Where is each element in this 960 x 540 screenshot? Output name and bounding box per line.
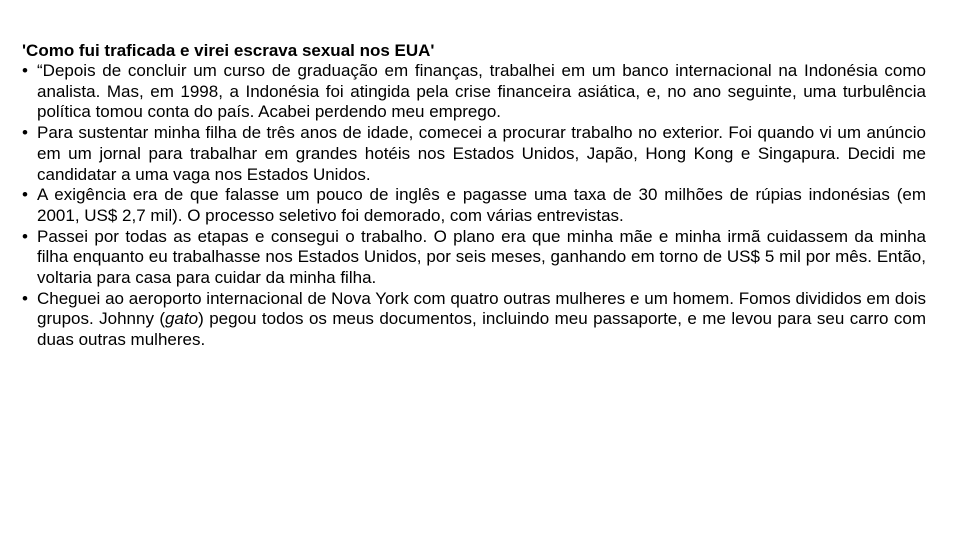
bullet-text-start: Cheguei ao aeroporto internacional de Nova York com quatro outras mulheres e um homem. Fomos divididos em dois grupos. Johnny ( [37, 288, 926, 329]
bullet-text-italic: gato [165, 309, 199, 329]
slide-content [22, 40, 926, 351]
bullet-dot: • [22, 61, 28, 80]
bullet-text: A exigência era de que falasse um pouco de inglês e pagasse uma taxa de 30 milhões de rúpias indonésias (em 2001, US$ 2,7 mil). O processo seletivo foi demorado, com várias entrevistas. [37, 185, 926, 225]
bullet-item [22, 61, 926, 123]
bullet-text: “Depois de concluir um curso de graduação em finanças, trabalhei em um banco internacional na Indonésia como analista. Mas, em 1998, a Indonésia foi atingida pela crise financeira asiática, e, no ano seguinte, uma turbulência política tomou conta do país. Acabei perdendo meu emprego. [37, 61, 926, 122]
bullet-list [22, 61, 926, 351]
bullet-item [22, 227, 926, 289]
bullet-text: Para sustentar minha filha de três anos de idade, comecei a procurar trabalho no exterior. Foi quando vi um anúncio em um jornal para trabalhar em grandes hotéis nos Estados Unidos, Japão, Hong Kong e Singapura. Decidi me candidatar a uma vaga nos Estados Unidos. [37, 123, 926, 184]
bullet-item [22, 289, 926, 351]
bullet-dot: • [22, 288, 28, 308]
bullet-text-end: ) pegou todos os meus documentos, incluindo meu passaporte, e me levou para seu carro com duas outras mulheres. [37, 309, 926, 350]
slide-title: 'Como fui traficada e virei escrava sexual nos EUA' [22, 41, 435, 60]
bullet-text: Passei por todas as etapas e consegui o trabalho. O plano era que minha mãe e minha irmã cuidassem da minha filha enquanto eu trabalhasse nos Estados Unidos, por seis meses, ganhando em torno de US$ 5 mil por mês. Então, voltaria para casa para cuidar da minha filha. [37, 226, 926, 288]
bullet-dot: • [22, 226, 28, 246]
bullet-item [22, 123, 926, 185]
bullet-dot: • [22, 185, 28, 205]
bullet-item [22, 185, 926, 226]
bullet-dot: • [22, 123, 28, 143]
